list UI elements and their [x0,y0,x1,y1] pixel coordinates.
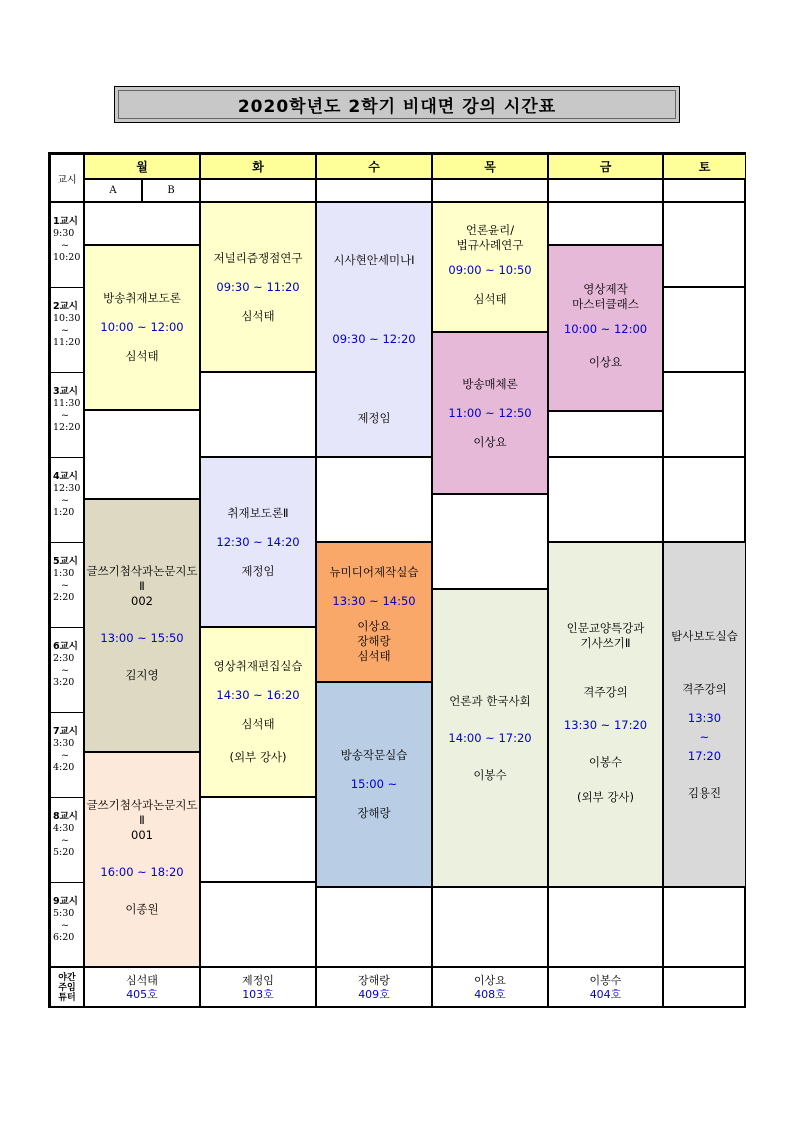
row-divider [50,542,84,543]
empty-cell [548,202,663,245]
empty-cell [200,372,316,457]
course-block[interactable] [432,589,548,887]
course-title: 탐사보도실습 [671,628,738,643]
course-note: (외부 강사) [576,789,635,804]
sub-empty [663,179,746,202]
course-block[interactable] [84,752,200,967]
period-9: 9교시 5:30 ~ 6:20 [53,896,78,943]
course-title-line2: 법규사례연구 [456,238,524,252]
tutor-cell-wed: 장해랑 409호 [316,967,432,1008]
tutor-row-label: 야간 주임 튜터 [50,967,84,1008]
course-block[interactable] [200,202,316,372]
tutor-cell-tue: 제정임 103호 [200,967,316,1008]
course-time-sep: ~ [699,729,710,744]
empty-cell [432,494,548,589]
course-block[interactable] [548,245,663,411]
course-instructor: 심석태 [241,717,275,731]
course-block[interactable] [432,332,548,494]
corner-cell: 교시 [50,154,84,202]
course-title: 인문교양특강과 [566,620,645,635]
course-title: 취재보도론Ⅱ [227,505,289,520]
course-time: 14:30 ~ 16:20 [216,688,300,702]
course-time: 13:30 [687,710,722,725]
course-block[interactable] [548,542,663,887]
course-instructor: 장해랑 [357,633,391,648]
course-block[interactable] [316,682,432,887]
row-divider [50,627,84,628]
day-fri: 금 [548,154,663,179]
course-time: 09:00 ~ 10:50 [448,263,532,277]
empty-cell [432,887,548,967]
empty-cell [200,882,316,967]
course-time: 10:00 ~ 12:00 [100,320,184,334]
tutor-cell-fri: 이봉수 404호 [548,967,663,1008]
course-instructor: 이상요 [473,434,507,449]
empty-cell [663,287,746,372]
course-block[interactable] [84,245,200,410]
course-block[interactable] [84,499,200,752]
course-instructor: 심석태 [357,648,391,663]
sub-empty [200,179,316,202]
course-instructor: 심석태 [241,308,275,323]
period-8: 8교시 4:30 ~ 5:20 [53,811,78,858]
period-4: 4교시 12:30 ~ 1:20 [53,471,81,518]
course-block[interactable] [316,542,432,682]
course-block[interactable] [663,542,746,887]
course-block[interactable] [200,457,316,627]
course-time-end: 17:20 [687,748,722,763]
course-instructor: 제정임 [357,411,391,425]
course-title-line2: 마스터클래스 [572,297,639,311]
course-instructor: 이상요 [588,355,623,369]
course-time: 16:00 ~ 18:20 [100,865,184,879]
course-instructor: 이상요 [357,618,391,633]
row-divider [50,457,84,458]
course-title-line2: Ⅱ [139,579,145,593]
course-instructor: 제정임 [241,563,275,578]
course-block[interactable] [316,202,432,457]
course-time: 09:30 ~ 12:20 [332,332,416,346]
course-time: 13:00 ~ 15:50 [100,631,184,645]
row-divider [50,882,84,883]
empty-cell [663,202,746,287]
course-time: 11:00 ~ 12:50 [448,405,532,420]
sub-empty [548,179,663,202]
empty-cell [663,457,746,542]
course-note: (외부 강사) [229,750,287,764]
period-3: 3교시 11:30 ~ 12:20 [53,386,81,433]
sub-empty [316,179,432,202]
course-time: 13:30 ~ 14:50 [332,593,416,608]
course-title: 영상제작 [583,282,628,296]
course-instructor: 장해랑 [357,806,391,820]
empty-cell [84,410,200,499]
day-thu: 목 [432,154,548,179]
tutor-cell-mon: 심석태 405호 [84,967,200,1008]
row-divider [50,797,84,798]
empty-cell [316,887,432,967]
course-time: 13:30 ~ 17:20 [563,717,648,732]
empty-cell [548,411,663,457]
row-divider [50,287,84,288]
empty-cell [200,797,316,882]
course-title: 언론윤리/ [465,223,515,237]
course-instructor: 김용진 [687,785,722,800]
day-wed: 수 [316,154,432,179]
course-title: 영상취재편집실습 [213,659,303,673]
course-title: 글쓰기첨삭과논문지도 [86,564,198,578]
course-title: 뉴미디어제작실습 [329,564,419,579]
day-tue: 화 [200,154,316,179]
empty-cell [663,887,746,967]
course-time: 12:30 ~ 14:20 [216,534,300,549]
course-title: 언론과 한국사회 [449,693,531,708]
course-title: 저널리즘쟁점연구 [213,250,303,265]
empty-cell [663,372,746,457]
course-title-line2: Ⅱ [139,813,145,827]
course-note: 격주강의 [682,681,727,696]
period-5: 5교시 1:30 ~ 2:20 [53,556,78,603]
timetable [48,152,746,1008]
row-divider [50,372,84,373]
course-instructor: 이종원 [125,902,159,916]
sub-a: A [84,179,142,202]
sub-empty [432,179,548,202]
empty-cell [548,457,663,542]
course-title: 글쓰기첨삭과논문지도 [86,798,198,812]
course-title: 방송매체론 [462,376,518,391]
course-instructor: 김지영 [125,668,159,682]
course-title: 시사현안세미나Ⅰ [333,253,415,267]
course-time: 09:30 ~ 11:20 [216,279,300,294]
course-section: 002 [131,594,153,608]
course-instructor: 심석태 [125,349,159,363]
course-time: 15:00 ~ [350,777,398,791]
empty-cell [316,457,432,542]
period-7: 7교시 3:30 ~ 4:20 [53,726,78,773]
course-note: 격주강의 [583,684,628,699]
course-instructor: 이봉수 [588,754,623,769]
tutor-cell-thu: 이상요 408호 [432,967,548,1008]
row-divider [50,712,84,713]
day-mon: 월 [84,154,200,179]
course-section: 001 [131,828,153,842]
day-sat: 토 [663,154,746,179]
empty-cell [84,202,200,245]
course-title: 방송취재보도론 [103,291,181,305]
course-instructor: 이봉수 [473,767,507,782]
course-title-line2: 기사쓰기Ⅱ [580,635,631,650]
sub-b: B [142,179,200,202]
course-block[interactable] [432,202,548,332]
empty-cell [548,887,663,967]
period-2: 2교시 10:30 ~ 11:20 [53,301,81,348]
course-time: 10:00 ~ 12:00 [563,322,648,336]
period-6: 6교시 2:30 ~ 3:20 [53,641,78,688]
period-1: 1교시 9:30 ~ 10:20 [53,216,81,263]
course-block[interactable] [200,627,316,797]
course-instructor: 심석태 [473,292,507,306]
course-title: 방송작문실습 [340,748,408,762]
course-time: 14:00 ~ 17:20 [448,730,532,745]
tutor-cell-sat [663,967,746,1008]
page-title: 2020학년도 2학기 비대면 강의 시간표 [114,86,680,123]
